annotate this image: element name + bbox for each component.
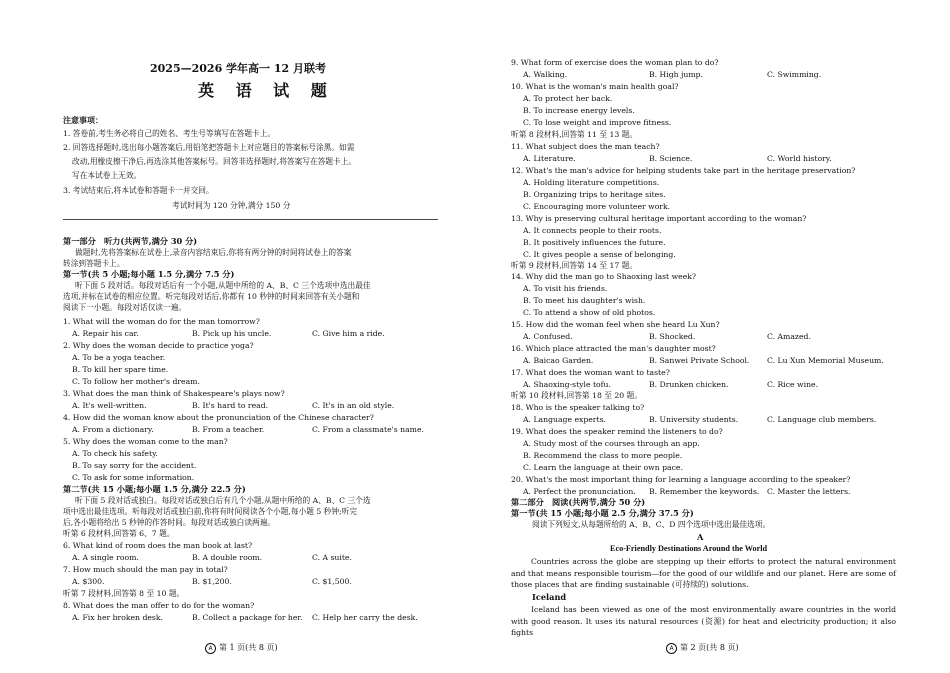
passage-paragraph-1: Countries across the globe are stepping up their efforts to protect the natural environment and that means responsible tourism—for the good of our wildlife and our planet. Here are some of those places that are finding sustainable (可持续的) solutions. bbox=[511, 557, 896, 589]
reading-section1-intro: 阅读下列短文,从每题所给的 A、B、C、D 四个选项中选出最佳选项。 bbox=[532, 520, 771, 529]
iceland-heading: Iceland bbox=[532, 592, 567, 602]
q15-option-b: B. Shocked. bbox=[649, 332, 696, 341]
q19-option-a: A. Study most of the courses through an app. bbox=[523, 439, 700, 448]
q10-option-a: A. To protect her back. bbox=[523, 94, 613, 103]
material-8: 听第 8 段材料,回答第 11 至 13 题。 bbox=[511, 130, 638, 139]
section1-intro-1: 听下面 5 段对话。每段对话后有一个小题,从题中所给的 A、B、C 三个选项中选出最佳 bbox=[75, 281, 371, 290]
question-9: 9. What form of exercise does the woman plan to do? bbox=[511, 58, 719, 67]
q15-option-c: C. Amazed. bbox=[767, 332, 811, 341]
section2-intro-1: 听下面 5 段对话或独白。每段对话或独白后有几个小题,从题中所给的 A、B、C 三个选 bbox=[75, 496, 371, 505]
note-2-cont: 改动,用橡皮擦干净后,再选涂其他答案标号。回答非选择题时,将答案写在答题卡上。 bbox=[72, 157, 357, 166]
note-3: 3. 考试结束后,将本试卷和答题卡一并交回。 bbox=[63, 186, 214, 195]
page-footer-2 bbox=[666, 642, 739, 654]
q10-option-c: C. To lose weight and improve fitness. bbox=[523, 118, 672, 127]
divider bbox=[63, 219, 438, 220]
q17-option-b: B. Drunken chicken. bbox=[649, 380, 729, 389]
section2-intro-3: 后,各小题将给出 5 秒钟的作答时间。每段对话或独白读两遍。 bbox=[63, 518, 276, 527]
q14-option-a: A. To visit his friends. bbox=[523, 284, 608, 293]
notes-heading: 注意事项： bbox=[63, 115, 103, 125]
q10-option-b: B. To increase energy levels. bbox=[523, 106, 635, 115]
question-12: 12. What's the man's advice for helping students take part in the heritage preservation? bbox=[511, 166, 856, 175]
material-7: 听第 7 段材料,回答第 8 至 10 题。 bbox=[63, 589, 185, 598]
q4-option-b: B. From a teacher. bbox=[192, 425, 265, 434]
q14-option-c: C. To attend a show of old photos. bbox=[523, 308, 656, 317]
section1-title: 第一节(共 5 小题;每小题 1.5 分,满分 7.5 分) bbox=[63, 269, 235, 279]
question-16: 16. Which place attracted the man's daughter most? bbox=[511, 344, 716, 353]
q17-option-c: C. Rice wine. bbox=[767, 380, 819, 389]
q17-option-a: A. Shaoxing-style tofu. bbox=[523, 380, 611, 389]
q9-option-a: A. Walking. bbox=[523, 70, 568, 79]
paper-version-badge-2: A bbox=[666, 643, 677, 654]
page-number-1: 第 1 页(共 8 页) bbox=[219, 643, 278, 652]
q9-option-c: C. Swimming. bbox=[767, 70, 822, 79]
page-footer-1 bbox=[205, 642, 278, 654]
q19-option-c: C. Learn the language at their own pace. bbox=[523, 463, 683, 472]
q1-option-c: C. Give him a ride. bbox=[312, 329, 385, 338]
q5-option-b: B. To say sorry for the accident. bbox=[72, 461, 197, 470]
q20-option-a: A. Perfect the pronunciation. bbox=[523, 487, 636, 496]
question-10: 10. What is the woman's main health goal? bbox=[511, 82, 679, 91]
q5-option-c: C. To ask for some information. bbox=[72, 473, 195, 482]
passage-paragraph-2: Iceland has been viewed as one of the most environmentally aware countries in the world with good reason. It uses its natural resources (资源) for heat and electricity production; it also fights bbox=[511, 605, 896, 637]
q11-option-c: C. World history. bbox=[767, 154, 832, 163]
subject-title: 英 语 试 题 bbox=[198, 81, 335, 100]
q4-option-a: A. From a dictionary. bbox=[72, 425, 154, 434]
q13-option-a: A. It connects people to their roots. bbox=[523, 226, 662, 235]
q6-option-c: C. A suite. bbox=[312, 553, 352, 562]
question-4: 4. How did the woman know about the pronunciation of the Chinese character? bbox=[63, 413, 374, 422]
q20-option-c: C. Master the letters. bbox=[767, 487, 851, 496]
time-info: 考试时间为 120 分钟,满分 150 分 bbox=[172, 201, 291, 210]
q3-option-a: A. It's well-written. bbox=[72, 401, 147, 410]
note-2: 2. 回答选择题时,选出每小题答案后,用铅笔把答题卡上对应题目的答案标号涂黑。如需 bbox=[63, 143, 355, 152]
question-6: 6. What kind of room does the man book at last? bbox=[63, 541, 253, 550]
q8-option-c: C. Help her carry the desk. bbox=[312, 613, 418, 622]
note-1: 1. 答卷前,考生务必将自己的姓名、考生号等填写在答题卡上。 bbox=[63, 129, 276, 138]
paper-version-badge: A bbox=[205, 643, 216, 654]
section1-intro-3: 阅读下一小题。每段对话仅读一遍。 bbox=[63, 303, 187, 312]
q16-option-a: A. Baicao Garden. bbox=[523, 356, 594, 365]
q4-option-c: C. From a classmate's name. bbox=[312, 425, 424, 434]
q2-option-c: C. To follow her mother's dream. bbox=[72, 377, 200, 386]
part2-title: 第二部分 阅读(共两节,满分 50 分) bbox=[511, 497, 646, 507]
q1-option-b: B. Pick up his uncle. bbox=[192, 329, 272, 338]
q18-option-c: C. Language club members. bbox=[767, 415, 877, 424]
q6-option-a: A. A single room. bbox=[72, 553, 139, 562]
material-6: 听第 6 段材料,回答第 6、7 题。 bbox=[63, 529, 175, 538]
q7-option-b: B. $1,200. bbox=[192, 577, 232, 586]
question-7: 7. How much should the man pay in total? bbox=[63, 565, 228, 574]
passage-letter: A bbox=[697, 532, 704, 542]
reading-section1-title: 第一节(共 15 小题;每小题 2.5 分,满分 37.5 分) bbox=[511, 508, 694, 518]
question-1: 1. What will the woman do for the man tomorrow? bbox=[63, 317, 260, 326]
q8-option-a: A. Fix her broken desk. bbox=[72, 613, 163, 622]
q6-option-b: B. A double room. bbox=[192, 553, 263, 562]
q18-option-a: A. Language experts. bbox=[523, 415, 606, 424]
right-page bbox=[475, 0, 950, 673]
part1-title: 第一部分 听力(共两节,满分 30 分) bbox=[63, 236, 198, 246]
question-13: 13. Why is preserving cultural heritage important according to the woman? bbox=[511, 214, 807, 223]
material-9: 听第 9 段材料,回答第 14 至 17 题。 bbox=[511, 261, 638, 270]
q15-option-a: A. Confused. bbox=[523, 332, 573, 341]
q3-option-b: B. It's hard to read. bbox=[192, 401, 269, 410]
q3-option-c: C. It's in an old style. bbox=[312, 401, 395, 410]
q12-option-b: B. Organizing trips to heritage sites. bbox=[523, 190, 666, 199]
q11-option-a: A. Literature. bbox=[523, 154, 576, 163]
question-8: 8. What does the man offer to do for the woman? bbox=[63, 601, 255, 610]
page-number-2: 第 2 页(共 8 页) bbox=[680, 643, 739, 652]
q16-option-b: B. Sanwei Private School. bbox=[649, 356, 750, 365]
question-11: 11. What subject does the man teach? bbox=[511, 142, 660, 151]
q13-option-b: B. It positively influences the future. bbox=[523, 238, 666, 247]
q7-option-c: C. $1,500. bbox=[312, 577, 352, 586]
q2-option-a: A. To be a yoga teacher. bbox=[72, 353, 166, 362]
q1-option-a: A. Repair his car. bbox=[72, 329, 139, 338]
passage-title: Eco-Friendly Destinations Around the World bbox=[610, 544, 768, 553]
q13-option-c: C. It gives people a sense of belonging. bbox=[523, 250, 676, 259]
question-18: 18. Who is the speaker talking to? bbox=[511, 403, 645, 412]
section2-title: 第二节(共 15 小题;每小题 1.5 分,满分 22.5 分) bbox=[63, 484, 246, 494]
question-20: 20. What's the most important thing for learning a language according to the speaker? bbox=[511, 475, 851, 484]
q8-option-b: B. Collect a package for her. bbox=[192, 613, 303, 622]
q18-option-b: B. University students. bbox=[649, 415, 739, 424]
part1-intro-1: 做题时,先将答案标在试卷上,录音内容结束后,你将有两分钟的时间将试卷上的答案 bbox=[75, 248, 352, 257]
q7-option-a: A. $300. bbox=[72, 577, 105, 586]
part1-intro-2: 转涂到答题卡上。 bbox=[63, 259, 125, 268]
question-19: 19. What does the speaker remind the listeners to do? bbox=[511, 427, 723, 436]
q19-option-b: B. Recommend the class to more people. bbox=[523, 451, 683, 460]
q12-option-c: C. Encouraging more volunteer work. bbox=[523, 202, 671, 211]
question-15: 15. How did the woman feel when she heard Lu Xun? bbox=[511, 320, 720, 329]
q2-option-b: B. To kill her spare time. bbox=[72, 365, 169, 374]
q16-option-c: C. Lu Xun Memorial Museum. bbox=[767, 356, 884, 365]
section1-intro-2: 选项,并标在试卷的相应位置。听完每段对话后,你都有 10 秒钟的时间来回答有关小题和 bbox=[63, 292, 360, 301]
q5-option-a: A. To check his safety. bbox=[72, 449, 158, 458]
material-10: 听第 10 段材料,回答第 18 至 20 题。 bbox=[511, 391, 643, 400]
question-2: 2. Why does the woman decide to practice yoga? bbox=[63, 341, 254, 350]
note-2-cont2: 写在本试卷上无效。 bbox=[72, 171, 142, 180]
q20-option-b: B. Remember the keywords. bbox=[649, 487, 760, 496]
q14-option-b: B. To meet his daughter's wish. bbox=[523, 296, 646, 305]
question-3: 3. What does the man think of Shakespeare's plays now? bbox=[63, 389, 285, 398]
exam-title: 2025—2026 学年高一 12 月联考 bbox=[150, 62, 327, 75]
question-5: 5. Why does the woman come to the man? bbox=[63, 437, 228, 446]
question-14: 14. Why did the man go to Shaoxing last week? bbox=[511, 272, 697, 281]
section2-intro-2: 项中选出最佳选项。听每段对话或独白前,你将有时间阅读各个小题,每小题 5 秒钟;听完 bbox=[63, 507, 358, 516]
q9-option-b: B. High jump. bbox=[649, 70, 704, 79]
q11-option-b: B. Science. bbox=[649, 154, 693, 163]
question-17: 17. What does the woman want to taste? bbox=[511, 368, 670, 377]
q12-option-a: A. Holding literature competitions. bbox=[523, 178, 660, 187]
